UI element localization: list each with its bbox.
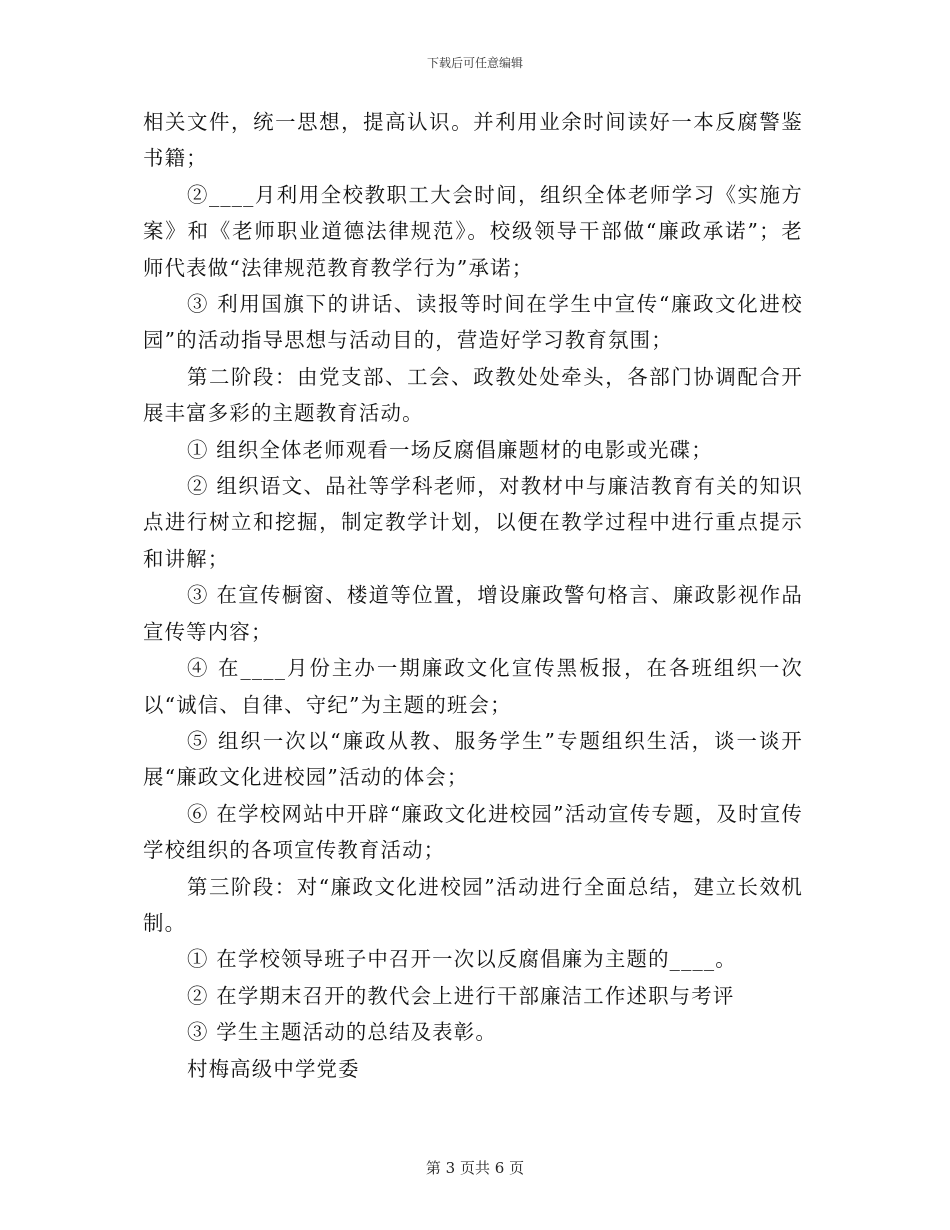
paragraph: ② 在学期末召开的教代会上进行干部廉洁工作述职与考评 — [187, 983, 735, 1008]
paragraph: ⑤ 组织一次以“廉政从教、服务学生”专题组织生活，谈一谈开展“廉政文化进校园”活动的体会； — [143, 728, 803, 790]
paragraph: ① 组织全体老师观看一场反腐倡廉题材的电影或光碟； — [187, 437, 713, 462]
paragraph: ③ 学生主题活动的总结及表彰。 — [187, 1020, 497, 1045]
paragraph: ③ 利用国旗下的讲话、读报等时间在学生中宣传“廉政文化进校园”的活动指导思想与活动目的，营造好学习教育氛围； — [143, 292, 803, 353]
page-footer: 第 3 页共 6 页 — [425, 1159, 525, 1177]
paragraph: 第二阶段：由党支部、工会、政教处处牵头，各部门协调配合开展丰富多彩的主题教育活动。 — [143, 364, 803, 426]
paragraph: ① 在学校领导班子中召开一次以反腐倡廉为主题的____。 — [187, 947, 737, 972]
paragraph: ③ 在宣传橱窗、楼道等位置，增设廉政警句格言、廉政影视作品宣传等内容； — [143, 583, 803, 644]
document-body — [143, 104, 803, 1087]
paragraph: ⑥ 在学校网站中开辟“廉政文化进校园”活动宣传专题，及时宣传学校组织的各项宣传教育活动； — [143, 801, 803, 863]
paragraph: 相关文件，统一思想，提高认识。并利用业余时间读好一本反腐警鉴书籍； — [143, 110, 803, 171]
paragraph: ②____月利用全校教职工大会时间，组织全体老师学习《实施方案》和《老师职业道德法律规范》。校级领导干部做“廉政承诺”；老师代表做“法律规范教育教学行为”承诺； — [143, 182, 803, 280]
paragraph: ④ 在____月份主办一期廉政文化宣传黑板报，在各班组织一次以“诚信、自律、守纪”为主题的班会； — [143, 656, 803, 717]
signature: 村梅高级中学党委 — [187, 1056, 360, 1081]
paragraph: ② 组织语文、品社等学科老师，对教材中与廉洁教育有关的知识点进行树立和挖掘，制定教学计划，以便在教学过程中进行重点提示和讲解； — [143, 474, 803, 571]
paragraph: 第三阶段：对“廉政文化进校园”活动进行全面总结，建立长效机制。 — [143, 874, 803, 935]
page-header: 下载后可任意编辑 — [426, 56, 523, 70]
